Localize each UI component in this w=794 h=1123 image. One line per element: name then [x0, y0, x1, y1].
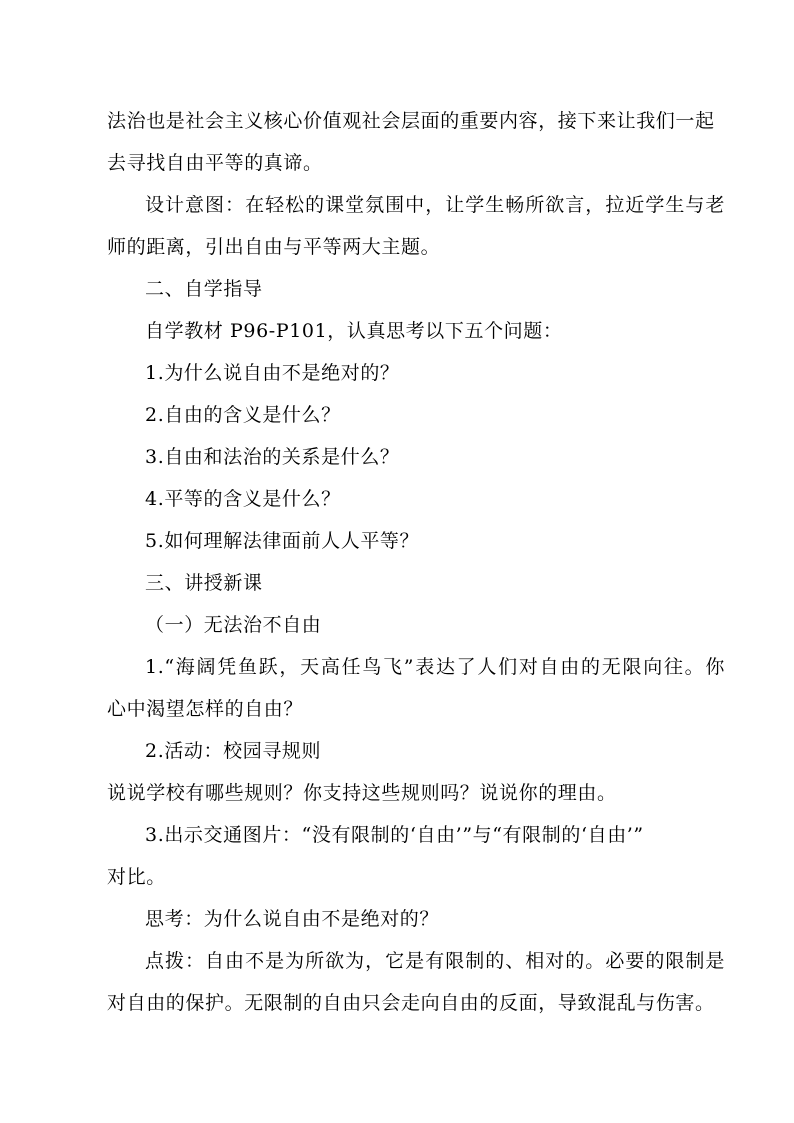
lesson-item-line: 说说学校有哪些规则？你支持这些规则吗？说说你的理由。: [107, 782, 617, 804]
question-item: 2.自由的含义是什么？: [145, 404, 341, 426]
question-item: 5.如何理解法律面前人人平等？: [145, 530, 420, 552]
guidance-line: 对自由的保护。无限制的自由只会走向自由的反面，导致混乱与伤害。: [107, 992, 715, 1014]
paragraph-line: 去寻找自由平等的真谛。: [107, 152, 323, 174]
lesson-item-line: 2.活动：校园寻规则: [145, 740, 322, 762]
lesson-item-line: 心中渴望怎样的自由？: [107, 698, 304, 720]
thinking-question: 思考：为什么说自由不是绝对的？: [145, 908, 440, 930]
question-item: 1.为什么说自由不是绝对的？: [145, 362, 400, 384]
lesson-item-line: 1.“海阔凭鱼跃，天高任鸟飞”表达了人们对自由的无限向往。你: [145, 656, 725, 678]
section-heading-new-lesson: 三、讲授新课: [145, 572, 263, 594]
lesson-item-line: 对比。: [107, 866, 166, 888]
section-heading-self-study: 二、自学指导: [145, 278, 263, 300]
design-intent-line: 设计意图：在轻松的课堂氛围中，让学生畅所欲言，拉近学生与老: [145, 194, 725, 216]
subsection-heading: （一）无法治不自由: [145, 614, 322, 636]
lesson-item-line: 3.出示交通图片：“没有限制的‘自由’”与“有限制的‘自由’”: [145, 824, 644, 846]
question-item: 4.平等的含义是什么？: [145, 488, 341, 510]
question-item: 3.自由和法治的关系是什么？: [145, 446, 400, 468]
self-study-instruction: 自学教材 P96-P101，认真思考以下五个问题：: [145, 320, 563, 342]
document-body: [107, 100, 725, 1024]
guidance-line: 点拨：自由不是为所欲为，它是有限制的、相对的。必要的限制是: [145, 950, 725, 972]
paragraph-line: 法治也是社会主义核心价值观社会层面的重要内容，接下来让我们一起: [107, 110, 715, 132]
design-intent-line: 师的距离，引出自由与平等两大主题。: [107, 236, 441, 258]
